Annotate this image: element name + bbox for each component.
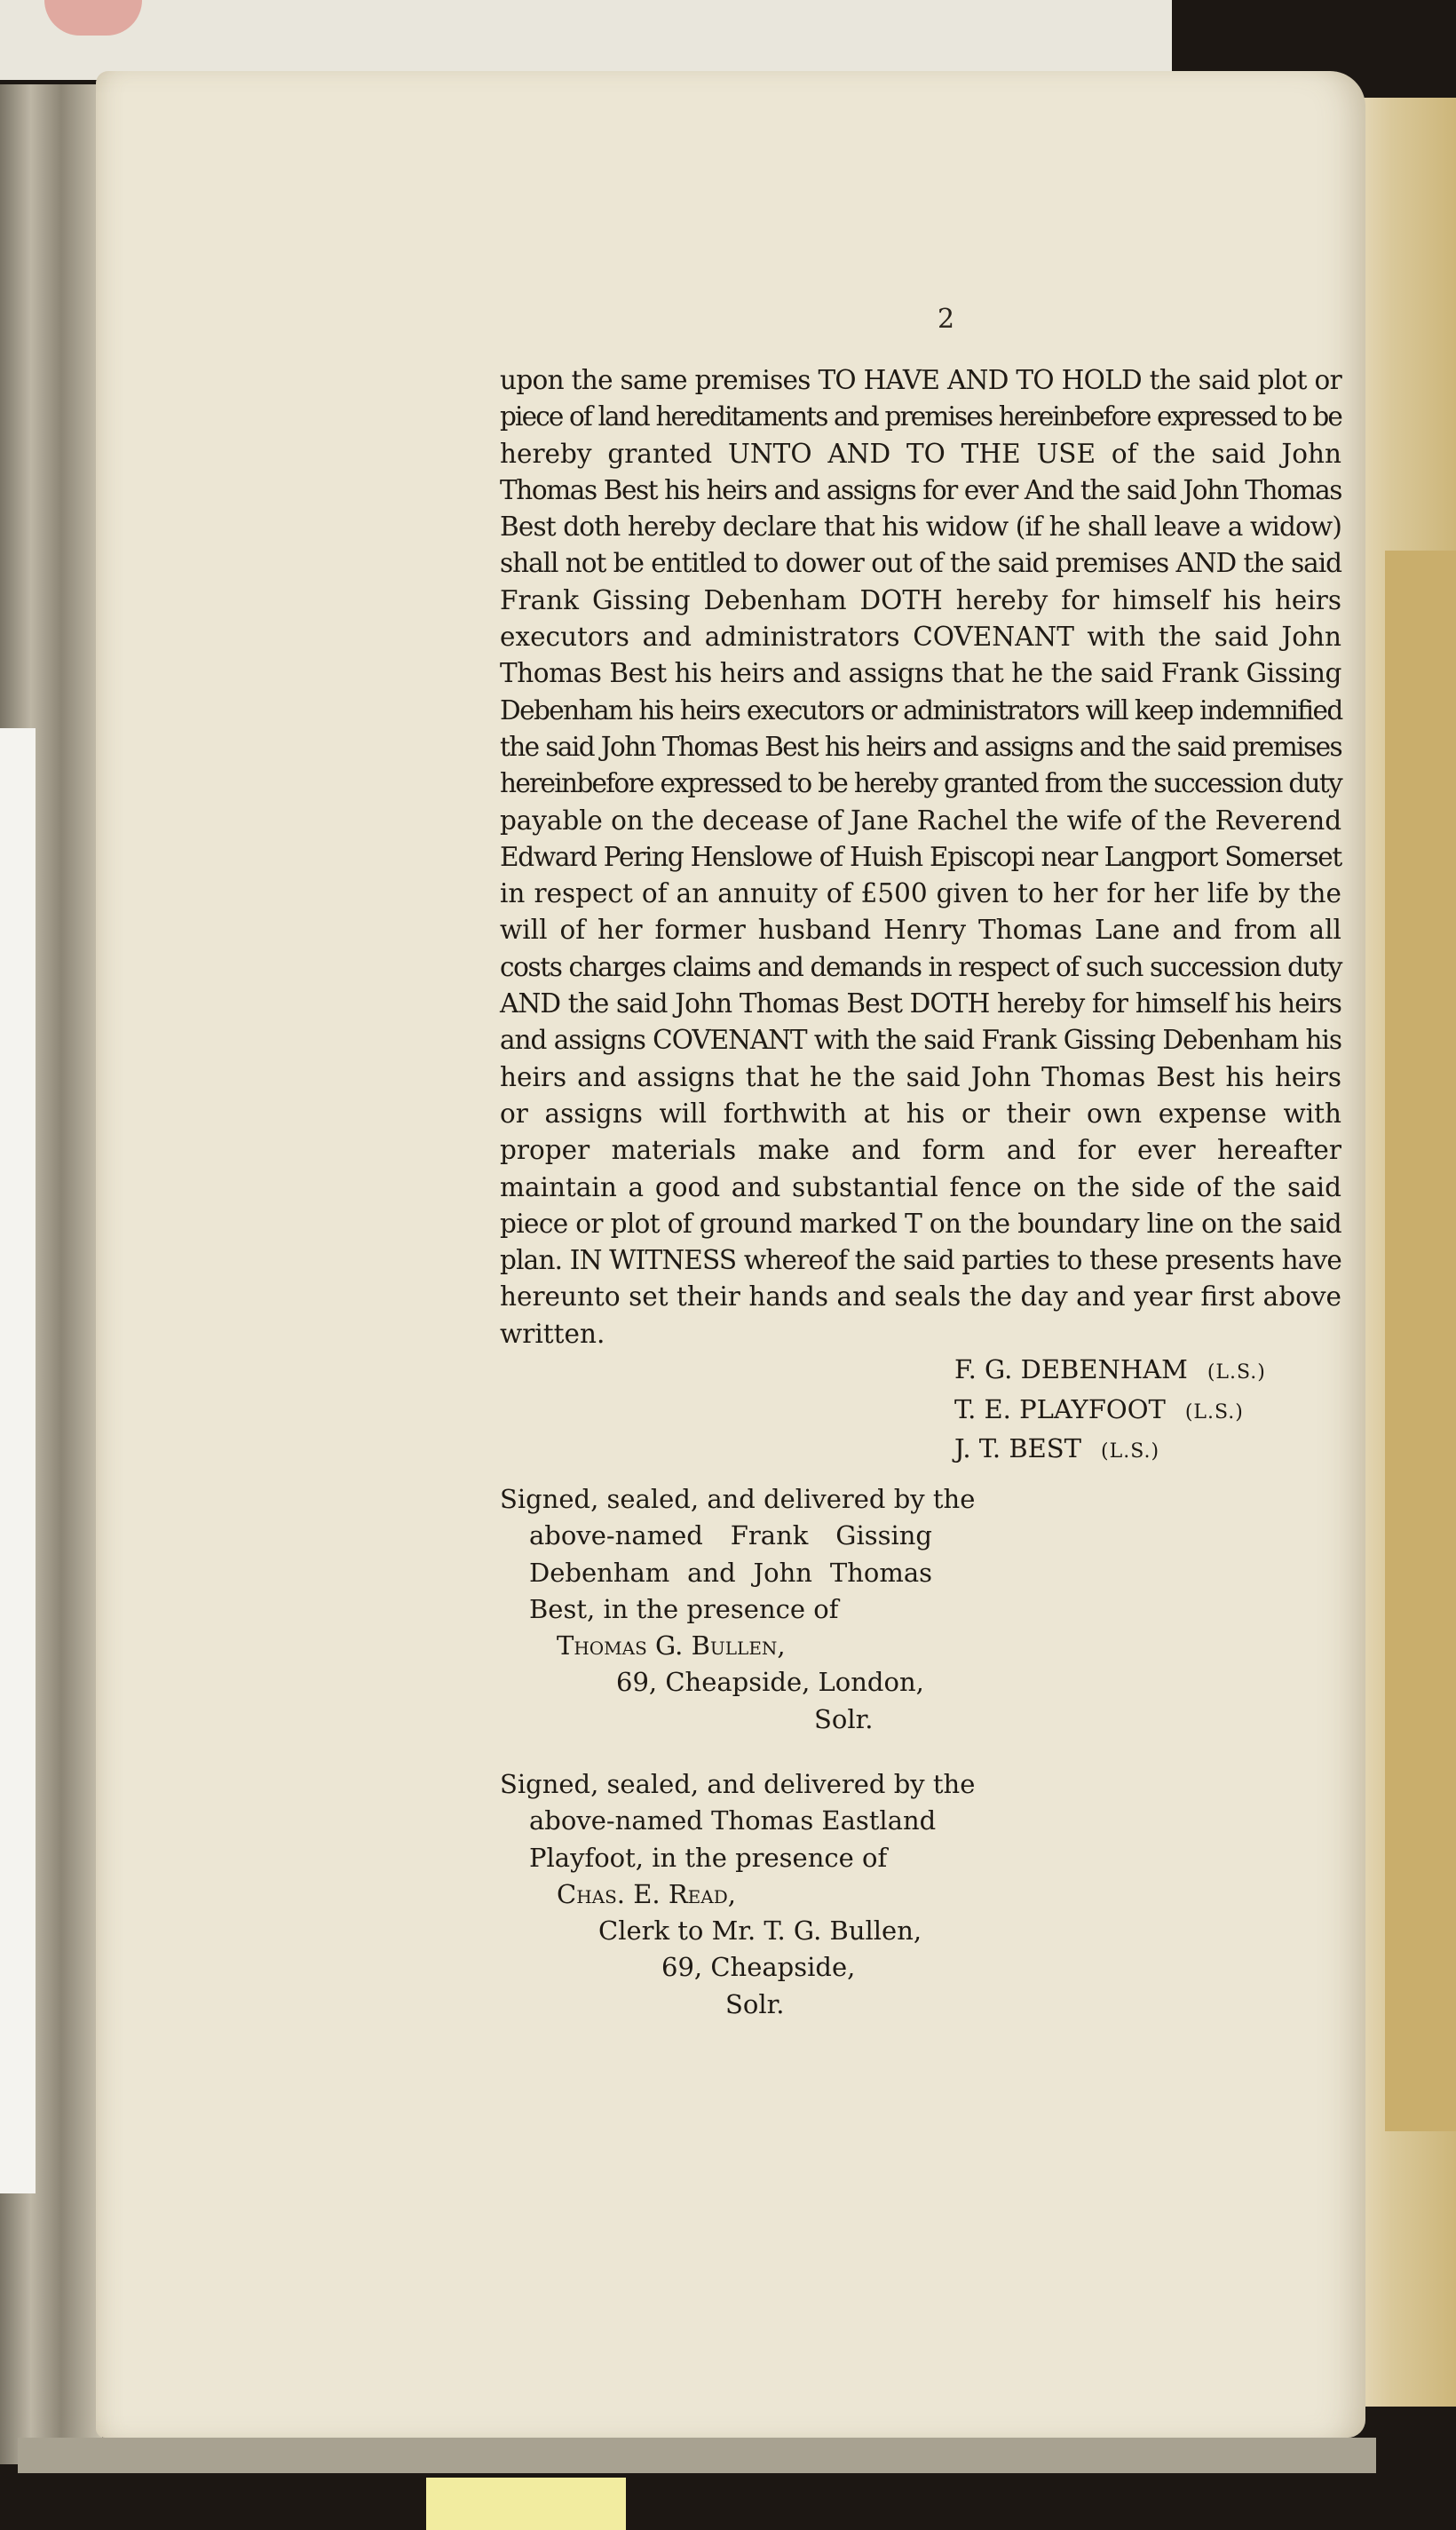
- witness-role: Clerk to Mr. T. G. Bullen,: [598, 1915, 922, 1947]
- witness-title: Solr.: [814, 1703, 874, 1734]
- attestation-line: Signed, sealed, and delivered by the: [500, 1769, 976, 1799]
- signature-block: [954, 1352, 1266, 1471]
- witness-name: Thomas G. Bullen,: [557, 1630, 786, 1662]
- signature-playfoot: [954, 1392, 1266, 1432]
- seal-mark: (L.S.): [1101, 1440, 1160, 1463]
- text-line: hereunto set their hands and seals the day and year first above: [500, 1281, 1341, 1313]
- signatory-name: J. T. BEST: [954, 1433, 1082, 1463]
- text-line: shall not be entitled to dower out of the said premises AND the said: [500, 548, 1341, 579]
- attestation-clause-2: [500, 1766, 975, 2023]
- yellow-tab: [426, 2478, 626, 2530]
- text-line: the said John Thomas Best his heirs and assigns and the said premises: [500, 731, 1341, 762]
- text-line: and assigns COVENANT with the said Frank Gissing Debenham his: [500, 1025, 1341, 1056]
- text-line: Debenham his heirs executors or administrators will keep indemnified: [500, 694, 1342, 726]
- signatory-name: F. G. DEBENHAM: [954, 1354, 1188, 1384]
- deed-body-text: [500, 362, 1341, 1352]
- text-line: Thomas Best his heirs and assigns that he the said Frank Gissing: [500, 658, 1341, 689]
- text-line: Frank Gissing Debenham DOTH hereby for himself his heirs: [500, 584, 1341, 615]
- attestation-line: Signed, sealed, and delivered by the: [500, 1484, 976, 1514]
- text-line: hereby granted UNTO AND TO THE USE of the said John: [500, 438, 1341, 469]
- seal-mark: (L.S.): [1207, 1361, 1266, 1384]
- adjacent-page-tab: [1385, 551, 1456, 2131]
- text-line: payable on the decease of Jane Rachel the wife of the Reverend: [500, 805, 1341, 836]
- attestation-line: Playfoot, in the presence of: [529, 1842, 888, 1873]
- signature-best: [954, 1431, 1266, 1471]
- text-line: Thomas Best his heirs and assigns for ever And the said John Thomas: [500, 474, 1341, 505]
- witness-address: 69, Cheapside,: [661, 1952, 856, 1983]
- text-line: Best doth hereby declare that his widow (if he shall leave a widow): [500, 512, 1341, 543]
- seal-mark: (L.S.): [1184, 1400, 1244, 1424]
- inserted-sheet: [0, 728, 36, 2193]
- witness-name: Chas. E. Read,: [557, 1878, 736, 1909]
- page-number: 2: [938, 304, 955, 335]
- attestation-line: above-named Frank Gissing: [529, 1520, 932, 1551]
- text-line: upon the same premises TO HAVE AND TO HOLD the said plot or: [500, 365, 1341, 395]
- text-line: piece of land hereditaments and premises hereinbefore expressed to be: [500, 401, 1341, 432]
- text-line: costs charges claims and demands in respect of such succession duty: [500, 951, 1341, 982]
- text-line: maintain a good and substantial fence on the side of the said: [500, 1171, 1341, 1202]
- signature-debenham: [954, 1352, 1266, 1392]
- text-line: or assigns will forthwith at his or their own expense with: [500, 1098, 1341, 1129]
- text-line: piece or plot of ground marked T on the boundary line on the said: [500, 1208, 1341, 1239]
- text-line: proper materials make and form and for ever hereafter: [500, 1135, 1341, 1166]
- text-line: written.: [500, 1318, 605, 1349]
- text-line: in respect of an annuity of £500 given to her for her life by the: [500, 878, 1341, 909]
- text-line: Edward Pering Henslowe of Huish Episcopi near Langport Somerset: [500, 841, 1341, 872]
- background-sheet: [0, 0, 1172, 80]
- attestation-line: Best, in the presence of: [529, 1593, 839, 1624]
- attestation-line: above-named Thomas Eastland: [529, 1805, 937, 1836]
- text-line: AND the said John Thomas Best DOTH hereby for himself his heirs: [500, 988, 1341, 1019]
- witness-address: 69, Cheapside, London,: [616, 1667, 924, 1698]
- attestation-line: Debenham and John Thomas: [529, 1557, 932, 1588]
- witness-title: Solr.: [725, 1988, 785, 2019]
- attestation-clause-1: [500, 1481, 975, 1738]
- text-line: hereinbefore expressed to be hereby granted from the succession duty: [500, 768, 1341, 799]
- signatory-name: T. E. PLAYFOOT: [954, 1393, 1166, 1424]
- text-line: will of her former husband Henry Thomas Lane and from all: [500, 915, 1341, 946]
- text-line: plan. IN WITNESS whereof the said parties to these presents have: [500, 1245, 1341, 1276]
- binding-cloth: [18, 2438, 1376, 2473]
- text-line: executors and administrators COVENANT with the said John: [500, 622, 1341, 653]
- text-line: heirs and assigns that he the said John Thomas Best his heirs: [500, 1061, 1341, 1092]
